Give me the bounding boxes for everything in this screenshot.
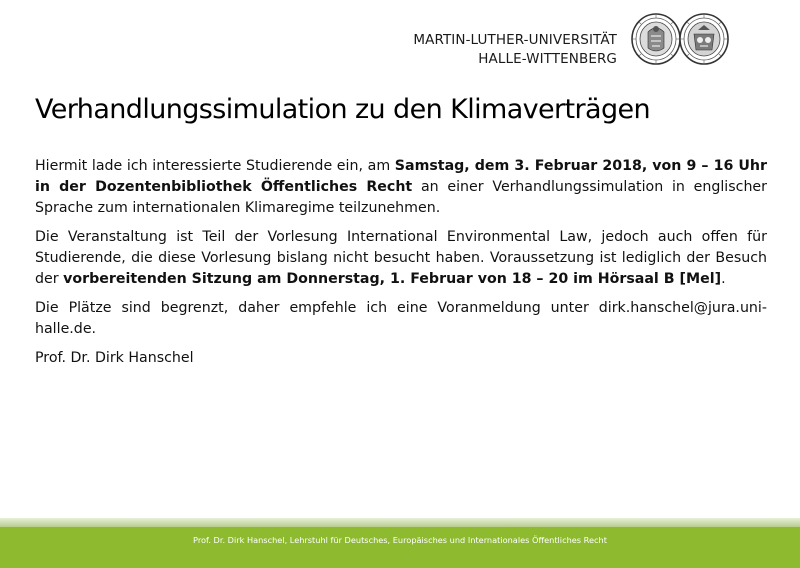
event-date-location: Samstag, dem 3. Februar 2018, von 9 – 16 Uhr in der Dozentenbibliothek Öffentliches Recht xyxy=(35,158,767,195)
footer xyxy=(0,518,800,568)
university-name xyxy=(413,31,617,69)
preparatory-session: vorbereitenden Sitzung am Donnerstag, 1. Februar von 18 – 20 im Hörsaal B [Mel] xyxy=(63,271,722,287)
paragraph-text: Hiermit lade ich interessierte Studierende ein, am xyxy=(35,158,395,174)
paragraph-invitation xyxy=(35,156,767,219)
footer-gradient xyxy=(0,518,800,527)
page-title: Verhandlungssimulation zu den Klimaverträgen xyxy=(35,94,651,125)
footer-bar xyxy=(0,527,800,568)
signature-text: Prof. Dr. Dirk Hanschel xyxy=(35,350,194,366)
university-name-line2: HALLE-WITTENBERG xyxy=(478,51,617,67)
document-body xyxy=(35,156,767,377)
paragraph-text: . xyxy=(721,271,726,287)
university-name-line1: MARTIN-LUTHER-UNIVERSITÄT xyxy=(413,32,617,48)
paragraph-text: an einer Verhandlungssimulation in englischer Sprache zum internationalen Klimaregime teilzunehmen. xyxy=(35,179,767,216)
signature xyxy=(35,348,767,369)
paragraph-text: Die Veranstaltung ist Teil der Vorlesung International Environmental Law, jedoch auch offen für Studierende, die diese Vorlesung bislang nicht besucht haben. Voraussetzung ist lediglich der Besuch der xyxy=(35,229,767,287)
university-seal-icon xyxy=(678,12,730,66)
university-seal-icon xyxy=(630,12,682,66)
paragraph-course-info xyxy=(35,227,767,290)
paragraph-registration xyxy=(35,298,767,340)
footer-text: Prof. Dr. Dirk Hanschel, Lehrstuhl für Deutsches, Europäisches und Internationales Öffentliches Recht xyxy=(193,535,607,545)
university-seals xyxy=(630,12,730,68)
paragraph-text: Die Plätze sind begrenzt, daher empfehle ich eine Voranmeldung unter dirk.hanschel@jura.uni-halle.de. xyxy=(35,300,767,337)
